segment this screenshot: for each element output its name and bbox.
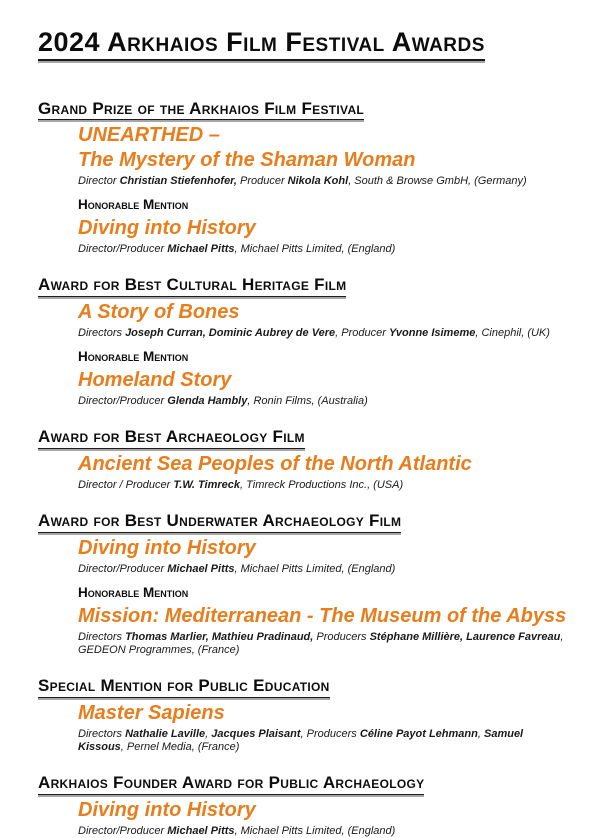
award-section — [38, 276, 572, 408]
film-title — [78, 123, 572, 173]
credits-line — [78, 631, 572, 657]
credit-name: Michael Pitts — [167, 243, 234, 255]
award-section — [38, 512, 572, 657]
credit-text: , GEDEON Programmes, (France) — [78, 631, 563, 656]
film-title-line: Master Sapiens — [78, 701, 572, 726]
film-title — [78, 701, 572, 726]
credit-name: Joseph Curran, Dominic Aubrey de Vere — [125, 327, 335, 339]
credit-text: , Michael Pitts Limited, (England) — [235, 243, 396, 255]
award-category-heading: Arkhaios Founder Award for Public Archaeology — [38, 774, 424, 795]
film-title-line: A Story of Bones — [78, 300, 572, 325]
award-category-heading: Grand Prize of the Arkhaios Film Festival — [38, 100, 364, 121]
credit-text: , Cinephil, (UK) — [475, 327, 550, 339]
credit-text: Director — [78, 175, 120, 187]
award-category-heading: Award for Best Archaeology Film — [38, 428, 305, 449]
film-title — [78, 216, 572, 241]
credit-text: , South & Browse GmbH, (Germany) — [348, 175, 527, 187]
film-title — [78, 798, 572, 823]
credit-text: Director/Producer — [78, 395, 167, 407]
credit-text: Directors — [78, 327, 125, 339]
credit-text: Producers — [313, 631, 369, 643]
credit-name: Nathalie Laville — [125, 728, 205, 740]
award-section — [38, 677, 572, 754]
credit-text: Directors — [78, 631, 125, 643]
film-title-line: Mission: Mediterranean - The Museum of the Abyss — [78, 604, 572, 629]
award-entry — [78, 586, 572, 657]
award-category-heading: Award for Best Cultural Heritage Film — [38, 276, 346, 297]
award-entry — [78, 300, 572, 340]
award-entry — [78, 536, 572, 576]
credits-line — [78, 825, 572, 838]
credit-name: Samuel Kissous — [78, 728, 523, 753]
credits-line — [78, 479, 572, 492]
credit-text: , Pernel Media, (France) — [121, 741, 240, 753]
film-title — [78, 300, 572, 325]
credit-text: Director/Producer — [78, 825, 167, 837]
award-entry — [78, 123, 572, 188]
film-title — [78, 452, 572, 477]
award-entry — [78, 452, 572, 492]
page-title: 2024 Arkhaios Film Festival Awards — [38, 28, 485, 61]
award-section — [38, 100, 572, 257]
film-title-line: UNEARTHED – — [78, 123, 572, 148]
credits-line — [78, 395, 572, 408]
award-category-heading: Special Mention for Public Education — [38, 677, 330, 698]
film-title-line: Diving into History — [78, 216, 572, 241]
award-entry — [78, 701, 572, 754]
credit-text: , Producer — [335, 327, 389, 339]
honorable-mention-label: Honorable Mention — [78, 198, 572, 213]
credit-name: Glenda Hambly — [167, 395, 247, 407]
credit-text: Director / Producer — [78, 479, 173, 491]
credit-text: , Michael Pitts Limited, (England) — [235, 825, 396, 837]
credit-text: Director/Producer — [78, 563, 167, 575]
film-title-line: Diving into History — [78, 536, 572, 561]
credit-name: T.W. Timreck — [173, 479, 240, 491]
credits-line — [78, 243, 572, 256]
film-title — [78, 604, 572, 629]
credits-line — [78, 728, 572, 754]
film-title-line: Diving into History — [78, 798, 572, 823]
credit-name: Stéphane Millière, Laurence Favreau — [370, 631, 561, 643]
credit-text: Director/Producer — [78, 243, 167, 255]
film-title-line: Homeland Story — [78, 368, 572, 393]
award-section — [38, 428, 572, 492]
award-entry — [78, 350, 572, 408]
credit-name: Michael Pitts — [167, 563, 234, 575]
credit-text: , Producers — [301, 728, 360, 740]
film-title-line: The Mystery of the Shaman Woman — [78, 148, 572, 173]
credit-text: , — [478, 728, 484, 740]
credits-line — [78, 563, 572, 576]
award-category-heading: Award for Best Underwater Archaeology Film — [38, 512, 401, 533]
award-entry — [78, 798, 572, 838]
film-title-line: Ancient Sea Peoples of the North Atlantic — [78, 452, 572, 477]
honorable-mention-label: Honorable Mention — [78, 350, 572, 365]
credit-name: Thomas Marlier, Mathieu Pradinaud, — [125, 631, 313, 643]
award-entry — [78, 198, 572, 256]
credit-text: Producer — [237, 175, 288, 187]
credits-line — [78, 175, 572, 188]
film-title — [78, 368, 572, 393]
credit-name: Yvonne Isimeme — [389, 327, 475, 339]
credit-text: Directors — [78, 728, 125, 740]
credit-text: , Ronin Films, (Australia) — [247, 395, 367, 407]
honorable-mention-label: Honorable Mention — [78, 586, 572, 601]
film-title — [78, 536, 572, 561]
credit-name: Jacques Plaisant — [211, 728, 300, 740]
credit-name: Michael Pitts — [167, 825, 234, 837]
sections-container — [38, 100, 572, 838]
credit-name: Nikola Kohl — [288, 175, 349, 187]
credit-text: , — [205, 728, 211, 740]
credit-text: , Timreck Productions Inc., (USA) — [240, 479, 403, 491]
credits-line — [78, 327, 572, 340]
credit-text: , Michael Pitts Limited, (England) — [235, 563, 396, 575]
credit-name: Céline Payot Lehmann — [360, 728, 478, 740]
credit-name: Christian Stiefenhofer, — [120, 175, 237, 187]
